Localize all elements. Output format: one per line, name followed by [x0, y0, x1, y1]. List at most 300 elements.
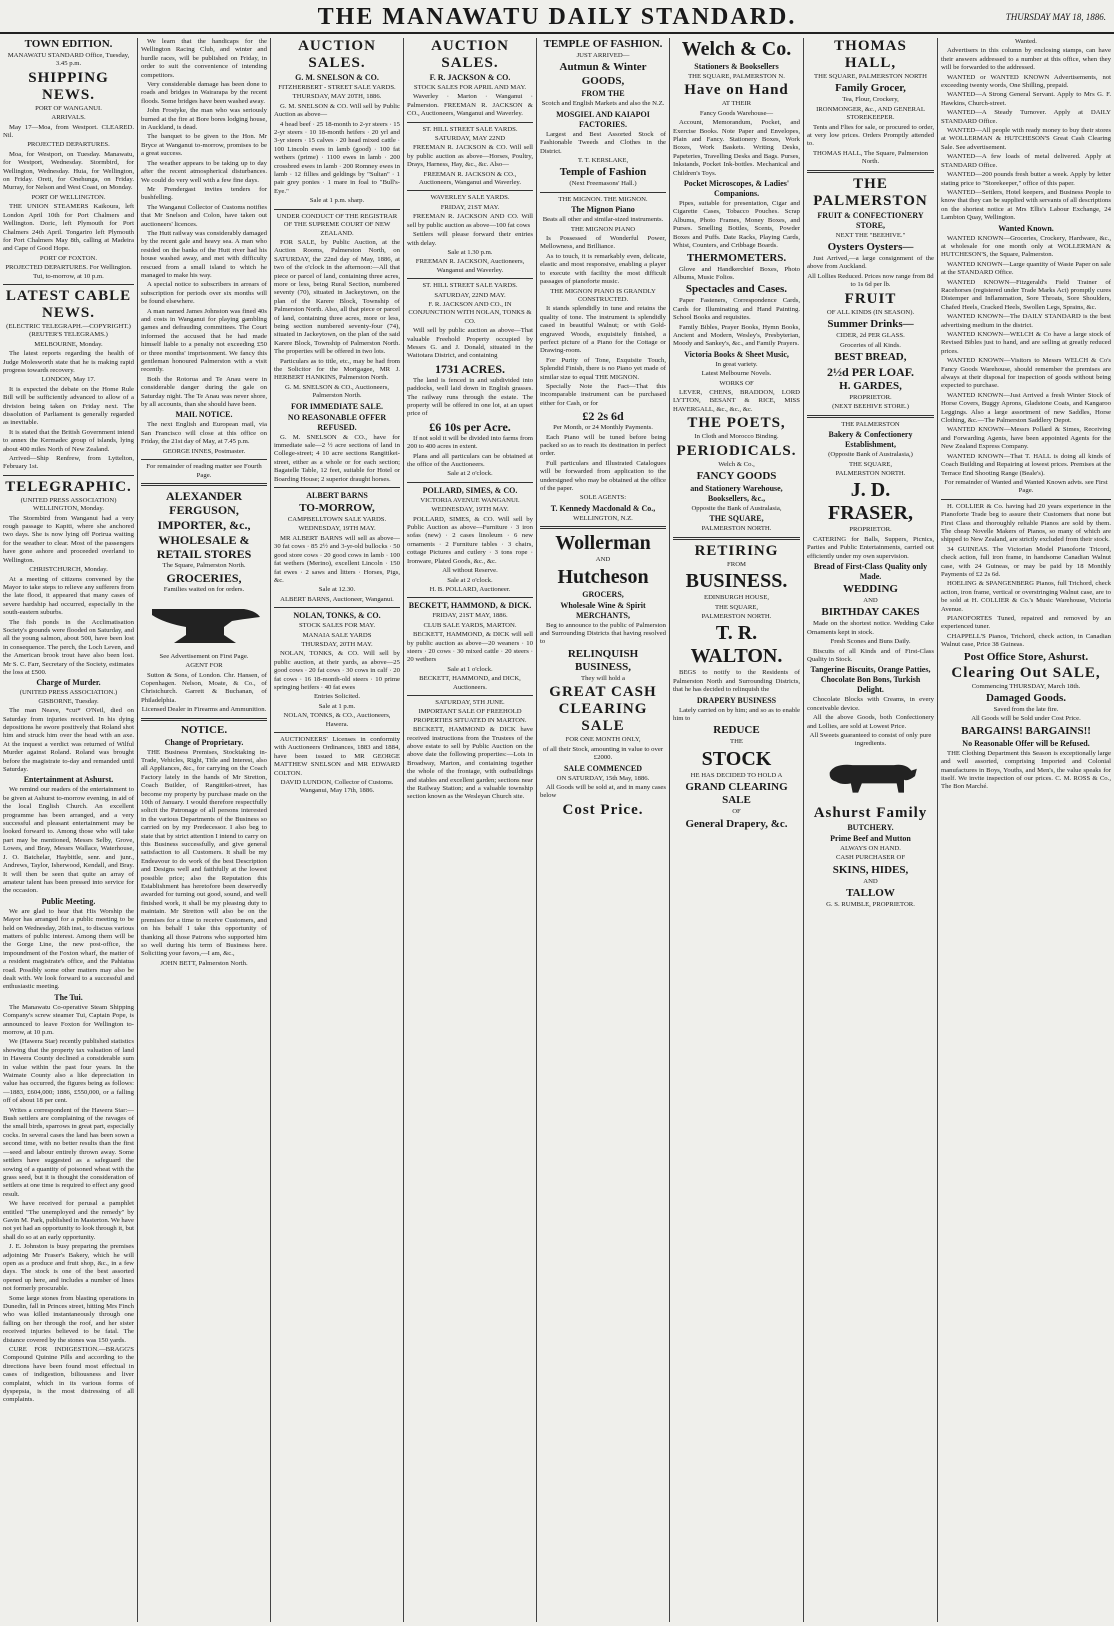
centered-line: THE MIGNON. THE MIGNON. — [558, 195, 648, 203]
paragraph: Chocolate Blocks with Creams, in every conceivable device. — [807, 696, 934, 712]
ad-heading: NOTICE. — [180, 723, 228, 736]
centered-line: UNDER CONDUCT OF THE REGISTRAR OF THE SUPREME COURT OF NEW ZEALAND. — [276, 212, 398, 237]
column-3 — [271, 38, 403, 1622]
price-display: IMPORTER, &c., — [157, 517, 251, 532]
paragraph: Pipes, suitable for presentation, Cigar and Cigarette Cases, Tobacco Pouches. Scrap Albums, Photo Frames, Money Boxes, and Purses. Smelling Bottles, Scents, Powder Boxes and Puffs. Date Racks, Playing Cards, Whist, Counters, and Cribbage Boards. — [673, 200, 800, 250]
centered-line: AT THEIR — [721, 100, 752, 108]
column-4 — [404, 38, 536, 1622]
centered-line: AGENT FOR — [185, 662, 223, 670]
paragraph: Full particulars and Illustrated Catalogues will be forwarded from application to the undersigned who may be obtained at the office of the paper. — [540, 459, 666, 493]
centered-line: THE — [730, 738, 743, 746]
ad-heading: No Reasonable Offer will be Refused. — [962, 738, 1090, 748]
ad-heading: General Drapery, &c. — [685, 817, 788, 830]
ad-heading: Autmun & Winter — [559, 61, 647, 74]
ad-heading: AUCTION SALES. — [298, 38, 376, 71]
issue-date: THURSDAY MAY 18, 1886. — [1005, 12, 1106, 22]
paragraph: Account, Memorandum, Pocket, and Exercise Books. Note Paper and Envelopes, Plain and Fancy. Stationery Boxes, Work Boxes, Work Baskets. Writing Desks, Papeteries, Travelling Desks and Bags. Purses, Inkstands, Pocket Ink-bottles. Mechanical and Children's Toys. — [673, 119, 800, 177]
paragraph: Plans and all particulars can be obtained at the office of the Auctioneers. — [407, 452, 533, 469]
ad-heading: FROM THE — [581, 89, 625, 99]
paragraph: Settlers will please forward their entries with delay. — [407, 231, 533, 247]
paragraph: Arrived—Ship Renfrew, from Lyttelton, February 1st. — [3, 455, 134, 471]
separator-rule — [274, 209, 400, 210]
paragraph: WANTED—A Steady Turnover. Apply at DAILY STANDARD Office. — [941, 109, 1111, 125]
separator-rule — [407, 122, 533, 123]
centered-line: of all their Stock, amounting in value to over £2000. — [542, 745, 664, 762]
centered-line: Sale at 1.30 p.m. — [447, 248, 493, 256]
centered-line: IMPORTANT SALE OF FREEHOLD PROPERTIES SITUATED IN MARTON. — [413, 708, 527, 724]
centered-line: The Square, Palmerston North. — [162, 561, 246, 569]
centered-line: WORKS OF — [719, 379, 754, 387]
paragraph: Made on the shortest notice. Wedding Cake Ornaments kept in stock. — [807, 620, 934, 636]
centered-line: See Advertisement on First Page. — [159, 652, 249, 660]
ad-heading: H. GARDES, — [839, 379, 902, 392]
centered-line: THE MIGNON PIANO — [570, 225, 636, 233]
centered-line: ST. HILL STREET SALE YARDS. — [422, 125, 518, 133]
paragraph: FREEMAN R. JACKSON AND CO. Will sell by public auction as above—100 fat cows — [407, 213, 533, 229]
bull-illustration — [816, 753, 926, 801]
price-display: ALEXANDER FERGUSON, — [165, 488, 242, 517]
centered-line: G. M. SNELSON & CO., Auctioneers, Palmerston North. — [284, 383, 390, 400]
separator-rule — [807, 170, 934, 173]
column-6 — [670, 38, 803, 1622]
centered-line: Scotch and English Markets and also the N.Z. — [541, 100, 665, 108]
separator-rule — [274, 487, 400, 488]
centered-line: Welch & Co., — [718, 460, 755, 468]
ad-heading: RETIRING — [694, 542, 779, 559]
paragraph: WANTED or WANTED KNOWN Advertisements, not exceeding twenty words, One Shilling, prepaid. — [941, 73, 1111, 90]
centered-line: JUST ARRIVED— — [576, 52, 630, 59]
centered-line: Entries Solicited. — [313, 693, 361, 701]
centered-line: Sale at 1 o'clock. — [447, 665, 493, 673]
ad-heading: FOR IMMEDIATE SALE. — [290, 401, 384, 411]
centered-line: Sale at 1 p.m. sharp. — [309, 197, 365, 205]
price-display: WHOLESALE & RETAIL STORES — [156, 532, 252, 561]
centered-line: SATURDAY, 22ND MAY. — [434, 291, 506, 299]
paragraph: Lately carried on by him; and so as to enable him to — [673, 706, 800, 723]
paragraph: May 17—Moa, from Westport. CLEARED. Nil. — [3, 123, 134, 140]
ad-heading: BIRTHDAY CAKES — [821, 606, 920, 619]
centered-line: Fancy Goods Warehouse— — [699, 109, 774, 117]
centered-line: MANAIA SALE YARDS — [302, 631, 372, 639]
centered-line: LONDON, May 17. — [41, 376, 96, 384]
price-display: £6 10s per Acre. — [429, 419, 511, 434]
centered-line: OF ALL KINDS (IN SEASON). — [826, 308, 915, 316]
ad-heading: Clearing Out SALE, — [951, 664, 1101, 681]
separator-rule — [141, 459, 267, 460]
paragraph: Writes a correspondent of the Hawera Star:—Bush settlers are complaining of the ravages of the small birds, sparrows in great part, especially cocks. In several cases the land has been sown a second time, with no better results than the first—seed and labour entirely thrown away. Some settlers have suggested as a safeguard the sowing of a quantity of poisoned wheat with the grass seed, but it is thought the consideration of settlers at one time is required to effect any good result. — [3, 1106, 134, 1198]
centered-line: T. T. KERSLAKE, — [577, 157, 629, 165]
paragraph: Very considerable damage has been done to roads and bridges in Wairarapa by the recent floods. Some bridges have been washed away. — [141, 81, 267, 105]
centered-line: BECKETT, HAMMOND, and DICK, Auctioneers. — [419, 675, 521, 691]
centered-line: PROPRIETOR. — [849, 393, 892, 401]
paragraph: Some large stones from blasting operations in Dunedin, fall in Princes street, hitting Mrs Finch who was killed instantaneously through one falling on her through the roof, and her sister received injuries believed to be fatal. The distance covered by the stones was 150 yards. — [3, 1294, 134, 1344]
centered-line: GEORGE INNES, Postmaster. — [162, 447, 246, 455]
ad-heading: Change of Proprietary. — [164, 737, 244, 747]
centered-line: STOCK SALES FOR MAY. — [298, 622, 376, 630]
centered-line: STOCK SALES FOR APRIL AND MAY. — [413, 84, 527, 91]
centered-line: All without Reserve. — [442, 567, 498, 575]
separator-rule — [407, 278, 533, 279]
paragraph: WANTED KNOWN—The DAILY STANDARD is the best advertising medium in the district. — [941, 313, 1111, 329]
ad-heading: TOWN EDITION. — [24, 38, 113, 50]
centered-line: PORT OF WELLINGTON. — [31, 193, 106, 201]
paragraph: The Wanganui Collector of Customs notifies that Mr Snelson and Colon, have taken out auctioneers' licences. — [141, 203, 267, 228]
ad-heading: PERIODICALS. — [676, 442, 797, 459]
ad-heading: T. Kennedy Macdonald & Co., — [550, 503, 656, 513]
centered-line: FROM — [727, 560, 746, 568]
centered-line: FITZHERBERT - STREET SALE YARDS. — [278, 84, 396, 91]
paragraph: We have received for perusal a pamphlet entitled "The unemployed and the remedy" by Gavin M. Park, published in Masterton. We have not yet had an opportunity to look through it, but shall do so at an early opportunity. — [3, 1200, 134, 1241]
centered-line: PORT OF FOXTON. — [39, 254, 98, 262]
centered-line: IRONMONGER, &c., AND GENERAL STOREKEEPER. — [816, 105, 925, 122]
ad-heading: GRAND CLEARING SALE — [685, 781, 788, 807]
paragraph: As to touch, it is remarkably even, delicate, elastic and most responsive, enabling a player to execute with facility the most difficult passages of pianoforte music. — [540, 252, 666, 286]
ad-heading: BUTCHERY. — [847, 822, 894, 832]
centered-line: CHRISTCHURCH, Monday. — [29, 566, 108, 574]
ad-heading: REDUCE — [713, 724, 760, 737]
ad-heading: RELINQUISH BUSINESS, — [567, 647, 639, 673]
centered-line: AND — [863, 596, 878, 604]
paragraph: WANTED—Settlers, Hotel keepers, and Business People to know that they can be supplied with servants of all descriptions on the shortest notice at Mrs Ellis's Labour Exchange, 24 Lambton Quay, Wellington. — [941, 188, 1111, 222]
ad-heading: Victoria Books & Sheet Music, — [684, 349, 789, 359]
paragraph: Will sell by public auction as above—That valuable Freehold Property occupied by Messrs G. and J. Donald, situated in the Waitotara District, and containing — [407, 327, 533, 360]
paragraph: Each Piano will be tuned before being packed so as to reach its destination in perfect order. — [540, 433, 666, 458]
centered-line: For remainder of Wanted and Wanted Known advts. see First Page. — [944, 478, 1108, 495]
paragraph: Just Arrived,—a large consignment of the above from Auckland. — [807, 255, 934, 271]
centered-line: F. R. JACKSON AND CO., IN CONJUNCTION WITH NOLAN, TONKS & CO. — [408, 300, 532, 325]
centered-line: Beats all other and similar-sized instruments. — [542, 216, 664, 224]
centered-line: All Sweets guaranteed to consist of only pure ingredients. — [809, 732, 932, 748]
paragraph: For Purity of Tone, Exquisite Touch, Splendid Finish, there is no Piano yet made of similar size to equal THE MIGNON. — [540, 356, 666, 381]
ad-heading: TALLOW — [846, 887, 895, 900]
centered-line: PALMERSTON NORTH. — [701, 613, 772, 621]
paragraph: WANTED KNOWN—Messrs Pollard & Simes, Receiving and Forwarding Agents, have been appointed Agents for the New Zealand Express Company. — [941, 426, 1111, 451]
centered-line: MANAWATU STANDARD Office, Tuesday, 3.45 p.m. — [7, 52, 130, 68]
ad-heading: POLLARD, SIMES, & CO. — [422, 485, 518, 495]
paragraph: Specially Note the Fact—That this incomparable instrument can be purchased either for Cash, or for — [540, 382, 666, 407]
paragraph: Advertisers in this column by enclosing stamps, can have their answers addressed to a number at this office, when they will be forwarded to the addressed. — [941, 47, 1111, 72]
paragraph: We learn that the handicaps for the Wellington Racing Club, and winter and hurdle races, will be published on Friday, in order to suit the convenience of intending competitors. — [141, 38, 267, 79]
ad-heading: THE PALMERSTON — [813, 175, 928, 209]
separator-rule — [407, 482, 533, 483]
paragraph: FOR SALE, by Public Auction, at the Auction Rooms, Palmerston North, on SATURDAY, the 22nd day of May, 1886, at two of the o'clock in the afternoon:—All that piece or parcel of land, containing three acres, more or less, being Rural Section, numbered seventy (70), situated in Jackeytown, on the plan of the Karere Block, Township of Palmerston North. Also, all that piece or parcel of land, containing three acres, more or less, being section numbered seventy-four (74), situated in Jackeytown, on the plan of the said Karere Block, Township of Palmerston North. The properties will be offered in two lots. — [274, 238, 400, 356]
centered-line: NEXT THE "BEEHIVE." — [835, 231, 906, 239]
paragraph: At a meeting of citizens convened by the Mayor to take steps to relieve any sufferers from the late flood, it appeared that many cases of severe hardship had occurred, especially in the south-eastern suburbs. — [3, 575, 134, 617]
centered-line: THE SQUARE, PALMERSTON N. — [688, 73, 785, 80]
paragraph: The next English and European mail, via San Francisco will close at this office on Friday, the 21st day of May, at 7.45 p.m. — [141, 421, 267, 446]
centered-line: THURSDAY, 20TH MAY. — [301, 640, 373, 648]
separator-rule — [141, 483, 267, 486]
centered-line: ST. HILL STREET SALE YARDS. — [422, 282, 518, 290]
centered-line: CLUB SALE YARDS, MARTON. — [423, 621, 517, 629]
ad-heading: Post Office Store, Ashurst. — [963, 650, 1089, 663]
ad-heading: The Tui. — [54, 992, 83, 1002]
paragraph: CATERING for Balls, Suppers, Picnics, Parties and Public Entertainments, carried out efficiently under my own supervision. — [807, 535, 934, 560]
centered-line: THE SQUARE, — [848, 460, 893, 468]
centered-line: ARRIVALS. — [51, 114, 86, 122]
paragraph: AUCTIONEERS' Licenses in conformity with Auctioneers Ordinances, 1883 and 1884, have been issued to MR GEORGE MATTHEW SNELSON and MR EDWARD COLTON. — [274, 736, 400, 777]
ad-heading: Stationers & Booksellers — [694, 62, 779, 71]
ad-heading: BUSINESS. — [685, 570, 788, 593]
column-2 — [138, 38, 270, 1622]
ad-heading: SALE COMMENCED — [563, 763, 642, 773]
separator-rule — [274, 607, 400, 608]
paragraph: PIANOFORTES Tuned, repaired and removed by an experienced tuner. — [941, 615, 1111, 631]
centered-line: (NEXT BEEHIVE STORE.) — [832, 403, 909, 411]
paragraph: CURE FOR INDIGESTION.—BRAGG'S Compound Quinine Pills and according to the directions have been found most effectual in cases of indigestion, biliousness and liver complaint, which in its various forms of dyspepsia, is the most distressing of all complaints. — [3, 1346, 134, 1404]
centered-line: WEDNESDAY, 19TH MAY. — [298, 525, 376, 533]
centered-line: THE SQUARE, — [714, 603, 759, 611]
ad-heading: Temple of Fashion — [559, 166, 647, 179]
paragraph: G. M. SNELSON & CO., have for immediate sale—2 ½ acre sections of land in College-street; 4 10 acre sections Rangitikei-street, either as a whole or for each section; Bagatelle Table, 12 feet, suitable for Hotel or Boarding House; 2 superior draught horses. — [274, 433, 400, 483]
centered-line: Commencing THURSDAY, March 18th. — [971, 682, 1081, 690]
paragraph: Waverley · Marton · Wanganui · Palmerston. FREEMAN R. JACKSON & CO., Auctioneers, Wanganui and Waverley. — [407, 93, 533, 118]
paragraph: It stands splendidly in tune and retains the quality of tone. The instrument is splendidly cased in beautiful Walnut; or with Gold-engraved Woods, exquisitely finished, a perfect picture of a Piano for the Cottage or Drawing-room. — [540, 305, 666, 355]
paragraph: We (Hawera Star) recently published statistics showing that the property tax valuation of land in Hawera County declined a considerable sum in value within the past four years. In the Waimate County also a like depreciation in value has occurred, the figures being as follows:—1883, £604,000; 1886, £550,000, or a falling off of about 18 per cent. — [3, 1038, 134, 1105]
ad-heading: LATEST CABLE NEWS. — [5, 287, 132, 321]
paragraph: All Goods will be sold at, and in many cases below — [540, 783, 666, 800]
paragraph: WANTED—All people with ready money to buy their stores at WOLLERMAN & HUTCHESON'S Great Cash Clearing Sale. See advertisement. — [941, 127, 1111, 151]
ad-heading: Welch & Co. — [681, 38, 792, 60]
price-display: 1731 ACRES. — [434, 361, 505, 376]
centered-line: For remainder of reading matter see Fourth Page. — [146, 463, 262, 479]
centered-line: Per Month, or 24 Monthly Payments. — [553, 424, 653, 432]
separator-rule — [3, 284, 134, 285]
paragraph: WANTED—A few loads of metal delivered. Apply at STANDARD Office. — [941, 153, 1111, 169]
separator-rule — [274, 732, 400, 733]
paragraph: Tents and Flies for sale, or procured to order, at very low prices. Orders Promptly attended to. — [807, 123, 934, 148]
ad-heading: MAIL NOTICE. — [175, 410, 233, 420]
paragraph: We are glad to hear that His Worship the Mayor has arranged for a public meeting to be held on Wednesday, 26th inst., to discuss various matters of public interest. Among them will be the Gorge Line, the new post-office, the impoundment of the Foxton wharf, the matter of a resident magistrate's office, and the Pahiatua road. Possibly some other matters may also be dealt with. We look forward to a successful and enthusiastic meeting. — [3, 907, 134, 991]
ad-heading: ALBERT BARNS — [306, 491, 368, 501]
paragraph: LEVER, CHENS, BRADDON, LORD LYTTON, BESANT & RICE, MISS HAVERGALL, &c., &c., &c. — [673, 388, 800, 413]
centered-line: MELBOURNE, Monday. — [34, 340, 103, 348]
ad-heading: WEDDING — [842, 582, 898, 595]
centered-line: PORT OF WANGANUI. — [35, 104, 102, 112]
ad-heading: STOCK — [701, 747, 772, 770]
separator-rule — [673, 537, 800, 540]
paragraph: WANTED KNOWN—Groceries, Crockery, Hardware, &c., at wholesale for one month only at WOLLERMAN & HUTCHESON'S, the Square, Palmerston. — [941, 234, 1111, 259]
centered-line: Opposite the Bank of Australasia, — [691, 505, 782, 512]
ad-heading: BARGAINS! BARGAINS!! — [961, 724, 1091, 737]
paragraph: WANTED KNOWN—Just Arrived a fresh Winter Stock of Horse Covers, Buggy Aprons, Gladstone Coats, and Kangaroo Leggings. Also a large assortment of new Saddles, Horse Clothing, &c.—The Palmerston Saddlery Depot. — [941, 391, 1111, 425]
paragraph: J. E. Johnston is busy preparing the premises adjoining Mr Fraser's Bakery, which he will open as a produce and fruit shop, &c., in a few days. The stock is one of the best assorted opened up here, and includes a number of lines not formerly procurable. — [3, 1243, 134, 1293]
separator-rule — [141, 718, 267, 721]
paragraph: Particulars as to title, etc., may be had from the Solicitor for the Mortgagee, MR J. HERBERT HANKINS, Palmerston North. — [274, 357, 400, 382]
centered-line: DAVID LUNDON, Collector of Customs. Wanganui, May 17th, 1886. — [280, 779, 394, 795]
centered-line: VICTORIA AVENUE WANGANUI. — [420, 496, 520, 504]
paragraph: BEGS to notify to the Residents of Palmerston North and Surrounding Districts, that he has decided to relinquish the — [673, 669, 800, 694]
paragraph: The land is fenced in and subdivided into paddocks, well laid down in English grasses. The railway runs through the estate. The property will be offered in one lot, at an upset price of — [407, 376, 533, 418]
paragraph: The Stormbird from Wanganui had a very rough passage to Kapiti, where she anchored two days. She is now lying off Porirua waiting for the weather to clear. Most of the passengers have gone ashore and proceeded overland to Wellington. — [3, 514, 134, 564]
centered-line: WAVERLEY SALE YARDS. — [430, 194, 510, 202]
centered-line: FOR ONE MONTH ONLY, — [565, 736, 641, 744]
separator-rule — [941, 499, 1111, 500]
paragraph: It is stated that the British Government intend to annex the Kermadec group of islands, lying about 400 miles North of New Zealand. — [3, 428, 134, 453]
paragraph: The Manawatu Co-operative Steam Shipping Company's screw steamer Tui, Captain Pope, is announced to leave Foxton for Wellington to-morrow, at 10 p.m. — [3, 1003, 134, 1036]
ad-heading: FANCY GOODS — [696, 470, 777, 482]
ad-heading: Cost Price. — [562, 801, 644, 818]
ad-heading: Prime Beef and Mutton — [830, 833, 911, 843]
ad-heading: TEMPLE OF FASHION. — [543, 38, 663, 50]
paragraph: 4 head beef · 25 18-month to 2-yr steers · 15 2-yr steers · 10 18-month heifers · 20 yrl and 3-yr steers · 15 calves · 20 head mixed cattle · 100 Lincoln ewes in lamb (good) · 100 fat wethers (prime) · 1100 ewes in lamb · 200 crossbred ewes in lamb · 200 Romney ewes in lamb · 12 fillies and geldings by "Sultan" · 1 pair grey ponies · 1 mare in foal to "Bull's-Eye." — [274, 120, 400, 195]
paragraph: Glove and Handkerchief Boxes, Photo Albums, Music Folios. — [673, 265, 800, 281]
centered-line: (UNITED PRESS ASSOCIATION) WELLINGTON, Monday. — [20, 496, 117, 513]
ad-heading: GREAT CASH CLEARING SALE — [549, 684, 657, 735]
centered-line: EDINBURGH HOUSE, — [703, 594, 770, 602]
separator-rule — [540, 192, 666, 193]
ad-heading: Have on Hand — [684, 82, 789, 99]
separator-rule — [407, 597, 533, 598]
paragraph: Largest and Best Assorted Stock of Fashionable Tweeds and Clothes in the District. — [540, 130, 666, 155]
ad-heading: Pocket Microscopes, & Ladies' Companions. — [683, 179, 790, 199]
centered-line: Groceries of all Kinds. — [840, 341, 901, 349]
column-7 — [804, 38, 937, 1622]
centered-line: ALWAYS ON HAND. — [840, 844, 901, 852]
ad-heading: Hutcheson — [557, 565, 649, 588]
ad-heading: SHIPPING NEWS. — [28, 69, 109, 103]
separator-rule — [3, 475, 134, 476]
centered-line: All Goods will be Sold under Cost Price. — [971, 715, 1081, 723]
centered-line: JOHN BETT, Palmerston North. — [160, 959, 248, 967]
paragraph: FREEMAN R. JACKSON & CO. Will sell by public auction as above—Horses, Poultry, Drays, Harness, Hay, &c., &c. Also— — [407, 144, 533, 169]
masthead — [0, 0, 1114, 34]
price-display: 2½d PER LOAF. — [827, 364, 914, 379]
centered-line: SATURDAY, MAY 22ND — [434, 135, 506, 143]
paragraph: WANTED KNOWN—Fitzgerald's Field Trainer of Racehorses (registered under Trade Marks Act) promptly cures Distemper and Inflammation, Sore Throats, Sore Shoulders, Chafed Heels, Cracked Heels, Swollen Legs, Sprains, &c. — [941, 278, 1111, 311]
separator-rule — [407, 695, 533, 696]
column-5 — [537, 38, 669, 1622]
paragraph: POLLARD, SIMES, & CO. Will sell by Public Auction as above—Furniture · 3 iron sofas (new) · 2 cases linoleum · 6 new ornaments · 2 Furniture tables · 3 chairs, cottage Pictures and cutlery · 3 tons rope · Ironware, Plated Goods, &c., &c. — [407, 515, 533, 565]
ad-heading: J. D. FRASER, — [827, 479, 913, 525]
paragraph: G. M. SNELSON & CO. Will sell by Public Auction as above— — [274, 102, 400, 119]
ad-heading: Family Grocer, — [835, 82, 906, 95]
centered-line: G. S. RUMBLE, PROPRIETOR. — [826, 901, 915, 909]
paragraph: WANTED—A Strong General Servant. Apply to Mrs G. F. Hawkins, Church-street. — [941, 91, 1111, 107]
centered-line: (Next Freemasons' Hall.) — [569, 180, 637, 188]
ad-heading: FRUIT & CONFECTIONERY STORE, — [817, 210, 924, 230]
centered-line: All Lollies Reduced. Prices now range from 8d to 1s 6d per lb. — [807, 272, 934, 289]
centered-line: HE HAS DECIDED TO HOLD A — [690, 771, 783, 779]
ad-heading: Entertainment at Ashurst. — [23, 775, 114, 785]
ad-heading: Tangerine Biscuits, Orange Patties, Chocolate Bon Bons, Turkish Delight. — [810, 665, 931, 695]
paragraph: WANTED—200 pounds fresh butter a week. Apply by letter stating price to "Storekeeper," office of this paper. — [941, 171, 1111, 187]
paragraph: Sutton & Sons, of London. Chr. Hansen, of Copenhagen. Nelson, Moate, & Co., of Christchurch. Garrett & Buchanan, of Philadelphia. — [141, 671, 267, 704]
paragraph: WANTED KNOWN—WELCH & Co have a large stock of Revised Bibles just to hand, and are selling at greatly reduced prices. — [941, 331, 1111, 355]
centered-line: ON SATURDAY, 15th May, 1886. — [556, 774, 650, 782]
centered-line: CASH PURCHASER OF — [835, 854, 906, 862]
ad-heading: SKINS, HIDES, — [832, 863, 909, 876]
centered-line: THOMAS HALL, The Square, Palmerston North. — [812, 149, 929, 166]
paragraph: It is expected the debate on the Home Rule Bill will be sufficiently advanced to allow of a division being taken on Friday next. The dissolution of Parliament is generally regarded as inevitable. — [3, 385, 134, 427]
ad-heading: Public Meeting. — [41, 896, 96, 906]
anvil-illustration — [144, 599, 264, 649]
paragraph: Paper Fasteners, Correspondence Cards, Cards for Illuminating and Hand Painting. School Books and requisites. — [673, 297, 800, 322]
centered-line: Sale at 12.30. — [318, 586, 356, 594]
ad-heading: Charge of Murder. — [36, 678, 101, 688]
paragraph: THE UNION STEAMERS Kaikoura, left London April 10th for Port Chalmers and Wellington. Doric, left Plymouth for Port Chalmers 24th April. Tongariro left Plymouth for Port Chalmers May 8th, calling at Madeira and Cape of Good Hope. — [3, 203, 134, 253]
paragraph: THE Clothing Department this Season is exceptionally large and well assorted, comprising Imported and Colonial manufactures in Boys, Youths, and Men's, the value speaks for itself. We invite inspection of our prices. C. M. ROSS & Co., The Bon Marché. — [941, 749, 1111, 791]
centered-line: PROJECTED DEPARTURES. — [27, 141, 110, 149]
centered-line: Fresh Scones and Buns Daily. — [830, 638, 911, 646]
ad-heading: Summer Drinks— — [827, 318, 914, 331]
paragraph: Family Bibles, Prayer Books, Hymn Books, Ancient and Modern, Wesley's, Presbyterian, Moody and Sankey's, &c., and Family Prayers. — [673, 323, 800, 348]
ad-heading: The Mignon Piano — [571, 205, 635, 215]
centered-line: They will hold a — [580, 674, 626, 682]
ad-heading: DRAPERY BUSINESS — [696, 695, 777, 705]
separator-rule — [540, 526, 666, 529]
ad-heading: TELEGRAPHIC. — [5, 478, 132, 495]
price-display: GROCERIES, — [166, 571, 242, 586]
centered-line: Wanted. — [1015, 38, 1037, 45]
ad-heading: Damaged Goods. — [985, 692, 1067, 705]
centered-line: THURSDAY, MAY 20TH, 1886. — [292, 93, 382, 101]
ad-heading: Spectacles and Cases. — [685, 283, 788, 296]
paragraph: Is Possessed of Wonderful Power, Mellowness, and Brilliance. — [540, 235, 666, 251]
centered-line: Licensed Dealer in Firearms and Ammunition. — [141, 706, 267, 714]
centered-line: (Opposite Bank of Australasia,) — [828, 451, 913, 459]
ad-heading: Bread of First-Class Quality only Made. — [813, 561, 928, 581]
ad-heading: THERMOMETERS. — [686, 251, 787, 264]
separator-rule — [407, 190, 533, 191]
paragraph: We remind our readers of the entertainment to be given at Ashurst to-morrow evening, in aid of the local English Church. An excellent programme has been arranged, and a very successful and pleasant entertainment may be looked forward to. Among those who will take part may be mentioned, Messrs Selby, Grove, Lowes, and Bray, Messrs Wallace, Waterhouse, J. O. Batchelar, Haybittle, senr. and junr., Andrews, Taylor, Isherwood, Kendall, and Bray. It will then be seen that quite an array of amateur talent has been pressed into service for the occasion. — [3, 786, 134, 895]
paragraph: WANTED KNOWN—That T. HALL is doing all kinds of Coach Building and Repairing at lowest prices. Premises at the Terrace End Shooting Range (Beale's). — [941, 452, 1111, 477]
ad-heading: and Stationery Warehouse, Booksellers, &c., — [690, 484, 783, 503]
ad-heading: F. R. JACKSON & CO. — [429, 73, 511, 82]
centered-line: CIDER, 2d PER GLASS. — [836, 332, 905, 340]
ad-heading: Ashurst Family — [813, 804, 928, 821]
ad-heading: T. R. WALTON. — [690, 622, 783, 668]
centered-line: OF — [732, 808, 741, 816]
centered-line: PALMERSTON NORTH. — [701, 525, 772, 533]
paragraph: A special notice to subscribers in arrears of subscription for periods over six months will be found elsewhere. — [141, 281, 267, 306]
paragraph: Both the Rotorua and Te Anau were in considerable danger during the gale on Saturday night. The Te Anau was never shore, by all accounts, than she should have been. — [141, 375, 267, 409]
centered-line: THE MIGNON PIANO IS GRANDLY CONSTRUCTED. — [550, 287, 656, 303]
centered-line: PROPRIETOR. — [849, 526, 892, 534]
centered-line: H. B. POLLARD, Auctioneer. — [429, 585, 511, 593]
ad-heading: G. M. SNELSON & CO. — [295, 73, 379, 82]
ad-heading: THE POETS, — [687, 415, 786, 432]
paragraph: 34 GUINEAS. The Victorian Model Pianoforte Tricord, check action, full iron frame, in handsome Canadian Walnut case, with 24 Guineas, or may be paid by 18 Monthly Payments of £2 2s 6d. — [941, 545, 1111, 578]
ad-heading: Oysters Oysters— — [827, 241, 914, 254]
paragraph: All the above Goods, both Confectionery and Lollies, are sold at Lowest Price. — [807, 714, 934, 730]
centered-line: (UNITED PRESS ASSOCIATION.) GISBORNE, Tuesday. — [19, 689, 118, 705]
centered-line: ALBERT BARNS, Auctioneer, Wanganui. — [280, 595, 394, 603]
ad-heading: Wholesale Wine & Spirit MERCHANTS, — [560, 600, 646, 620]
price-display: £2 2s 6d — [582, 409, 624, 424]
ad-heading: NO REASONABLE OFFER REFUSED. — [287, 412, 387, 432]
paragraph: H. COLLIER & Co. having had 20 years experience in the Pianoforte Trade beg to assure their Customers that none but First Class and thoroughly reliable Pianos are sold by them. The cheap Novelle Makers of Pianos, so many of which are shipped to New Zealand, are strictly excluded from their stock. — [941, 502, 1111, 544]
centered-line: FREEMAN R. JACKSON, Auctioneers, Wanganui and Waverley. — [415, 258, 525, 274]
ad-heading: GROCERS, — [582, 589, 624, 599]
centered-line: PALMERSTON NORTH. — [835, 469, 906, 477]
paragraph: WANTED KNOWN—Large quantity of Waste Paper on sale at the STANDARD Office. — [941, 260, 1111, 277]
centered-line: In great variety. — [715, 360, 758, 368]
centered-line: Sale at 2 o'clock. — [447, 470, 493, 478]
centered-line: Families waited on for orders. — [163, 586, 245, 594]
centered-line: WEDNESDAY, 19TH MAY. — [431, 506, 509, 514]
paragraph: Biscuits of all Kinds and of First-Class Quality in Stock. — [807, 647, 934, 663]
centered-line: Tea, Flour, Crockery, — [842, 96, 899, 104]
centered-line: Sale at 1 p.m. — [318, 702, 356, 710]
paragraph: THE Business Premises, Stocktaking in-Trade, Vehicles, Right, Title and Interest, also all Appliances, &c., for carrying on the Coach Factory lately in the hands of Mr Stretton, Coach Builder, of Rangitikei-street, has become my property by purchase made on the 10th of January. I would therefore respectfully solicit the Patronage of all persons interested in the various Departments of the Business so carried on by my Predecessor. I also beg to state that by strict attention I intend to carry on this Business successfully, and give general satisfaction to all Customers. It shall be my Endeavour to do work of the best Description and Designs well and faithfully at the lowest possible price; also the Reputation this Establishment has heretofore been deservedly awarded for turning out good, sound, and well finished work, it shall be my pleasing duty to maintain. Mr Stretton will also be on the premises for a time to receive Customers, and on his behalf I take this opportunity of thanking all those Patrons who supported him so well during his term of Business here. Soliciting your favors,—I am, &c., — [141, 748, 267, 958]
centered-line: Saved from the late fire. — [993, 706, 1059, 714]
paragraph: Mr Prendergast invites tenders for bushfelling. — [141, 185, 267, 202]
column-8 — [938, 38, 1114, 1622]
centered-line: FRIDAY, 21ST MAY. — [440, 203, 500, 211]
paragraph: WANTED KNOWN—Visitors to Messrs WELCH & Co's Fancy Goods Warehouse, should remember the premises are always at their disposal for inspection of goods without being expected to purchase. — [941, 357, 1111, 390]
paragraph: HOELING & SPANGENBERG Pianos, full Trichord, check action, iron frame, vertical or overstringing Walnut case, are to be sold at H. COLLIER & Co.'s Music Warehouse, Victoria Avenue. — [941, 580, 1111, 613]
